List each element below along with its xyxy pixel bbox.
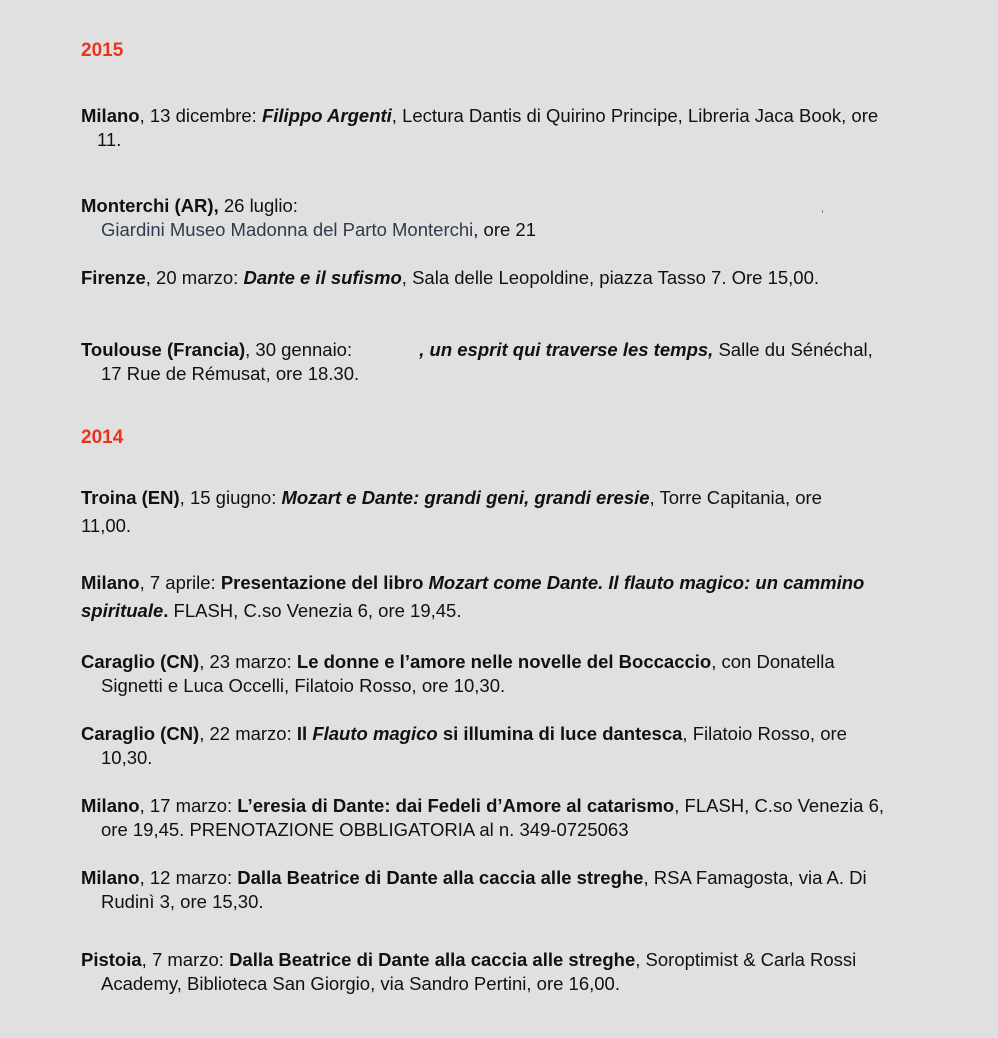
- event-date: , 30 gennaio:: [245, 339, 358, 360]
- event-details: , con Donatella Signetti e Luca Occelli, Filatoio Rosso, ore 10,30.: [101, 651, 835, 696]
- event-city: Troina (EN): [81, 487, 180, 508]
- event-city: Monterchi (AR),: [81, 195, 219, 216]
- event-city: Pistoia: [81, 949, 142, 970]
- event-details: , Filatoio Rosso, ore 10,30.: [101, 723, 847, 768]
- event-details: FLASH, C.so Venezia 6, ore 19,45.: [168, 600, 462, 621]
- event-date: , 7 aprile:: [139, 572, 221, 593]
- event-entry: [81, 866, 891, 913]
- event-title: Mozart e Dante: grandi geni, grandi eresie: [281, 487, 650, 508]
- event-title-suffix: .: [163, 600, 169, 621]
- event-title: Le donne e l’amore nelle novelle del Boccaccio: [296, 651, 712, 672]
- event-city: Milano: [81, 795, 140, 816]
- event-date: , 22 marzo:: [199, 723, 297, 744]
- event-details: , ore 21: [473, 218, 536, 240]
- event-title: Dante e il sufismo: [243, 267, 402, 288]
- event-entry: [81, 722, 891, 769]
- event-entry: [81, 266, 891, 290]
- event-city: Caraglio (CN): [81, 651, 200, 672]
- event-entry: [81, 194, 891, 241]
- event-details: , Lectura Dantis di Quirino Principe, Libreria Jaca Book, ore 11.: [97, 105, 879, 150]
- event-entry: [81, 104, 887, 151]
- event-details: , Soroptimist & Carla Rossi Academy, Biblioteca San Giorgio, via Sandro Pertini, ore 16,00.: [101, 949, 857, 994]
- event-date: , 13 dicembre:: [139, 105, 262, 126]
- event-title: Mozart come Dante. Il flauto magico: un cammino spirituale: [81, 572, 865, 621]
- event-details: Salle du Sénéchal, 17 Rue de Rémusat, ore 18.30.: [101, 339, 873, 384]
- year-heading-2015: 2015: [81, 40, 124, 61]
- event-city: Milano: [81, 105, 140, 126]
- event-details: , Torre Capitania, ore 11,00.: [81, 487, 822, 536]
- event-title: Dalla Beatrice di Dante alla caccia alle streghe: [229, 949, 636, 970]
- event-entry: [81, 569, 871, 625]
- event-city: Firenze: [81, 267, 146, 288]
- event-city: Toulouse (Francia): [81, 339, 246, 360]
- event-title-prefix: Presentazione del libro: [220, 572, 429, 593]
- event-date: , 23 marzo:: [199, 651, 297, 672]
- event-entry: [81, 948, 891, 995]
- event-title: Dalla Beatrice di Dante alla caccia alle streghe: [237, 867, 644, 888]
- event-title: Flauto magico: [312, 723, 438, 744]
- event-date: 26 luglio:: [218, 195, 298, 216]
- event-date: , 15 giugno:: [179, 487, 282, 508]
- event-date: , 20 marzo:: [145, 267, 244, 288]
- event-title: Filippo Argenti: [261, 105, 392, 126]
- event-details: , FLASH, C.so Venezia 6, ore 19,45. PRENOTAZIONE OBBLIGATORIA al n. 349-0725063: [101, 795, 885, 840]
- event-entry: [81, 650, 891, 697]
- event-entry: [81, 484, 871, 540]
- event-city: Caraglio (CN): [81, 723, 200, 744]
- event-entry: [81, 794, 891, 841]
- event-city: Milano: [81, 572, 140, 593]
- event-date: , 7 marzo:: [141, 949, 230, 970]
- stray-mark: [822, 210, 823, 213]
- event-title: L’eresia di Dante: dai Fedeli d’Amore al catarismo: [237, 795, 675, 816]
- event-date: , 17 marzo:: [139, 795, 238, 816]
- event-details: , RSA Famagosta, via A. Di Rudinì 3, ore 15,30.: [101, 867, 867, 912]
- event-title-suffix: si illumina di luce dantesca: [437, 723, 683, 744]
- event-title: , un esprit qui traverse les temps,: [419, 339, 714, 360]
- event-title-prefix: Il: [296, 723, 313, 744]
- event-details: , Sala delle Leopoldine, piazza Tasso 7. Ore 15,00.: [401, 267, 820, 288]
- event-entry: [81, 338, 891, 385]
- event-venue-link[interactable]: Giardini Museo Madonna del Parto Monterchi: [101, 218, 474, 240]
- year-heading-2014: 2014: [81, 427, 124, 448]
- event-city: Milano: [81, 867, 140, 888]
- event-date: , 12 marzo:: [139, 867, 238, 888]
